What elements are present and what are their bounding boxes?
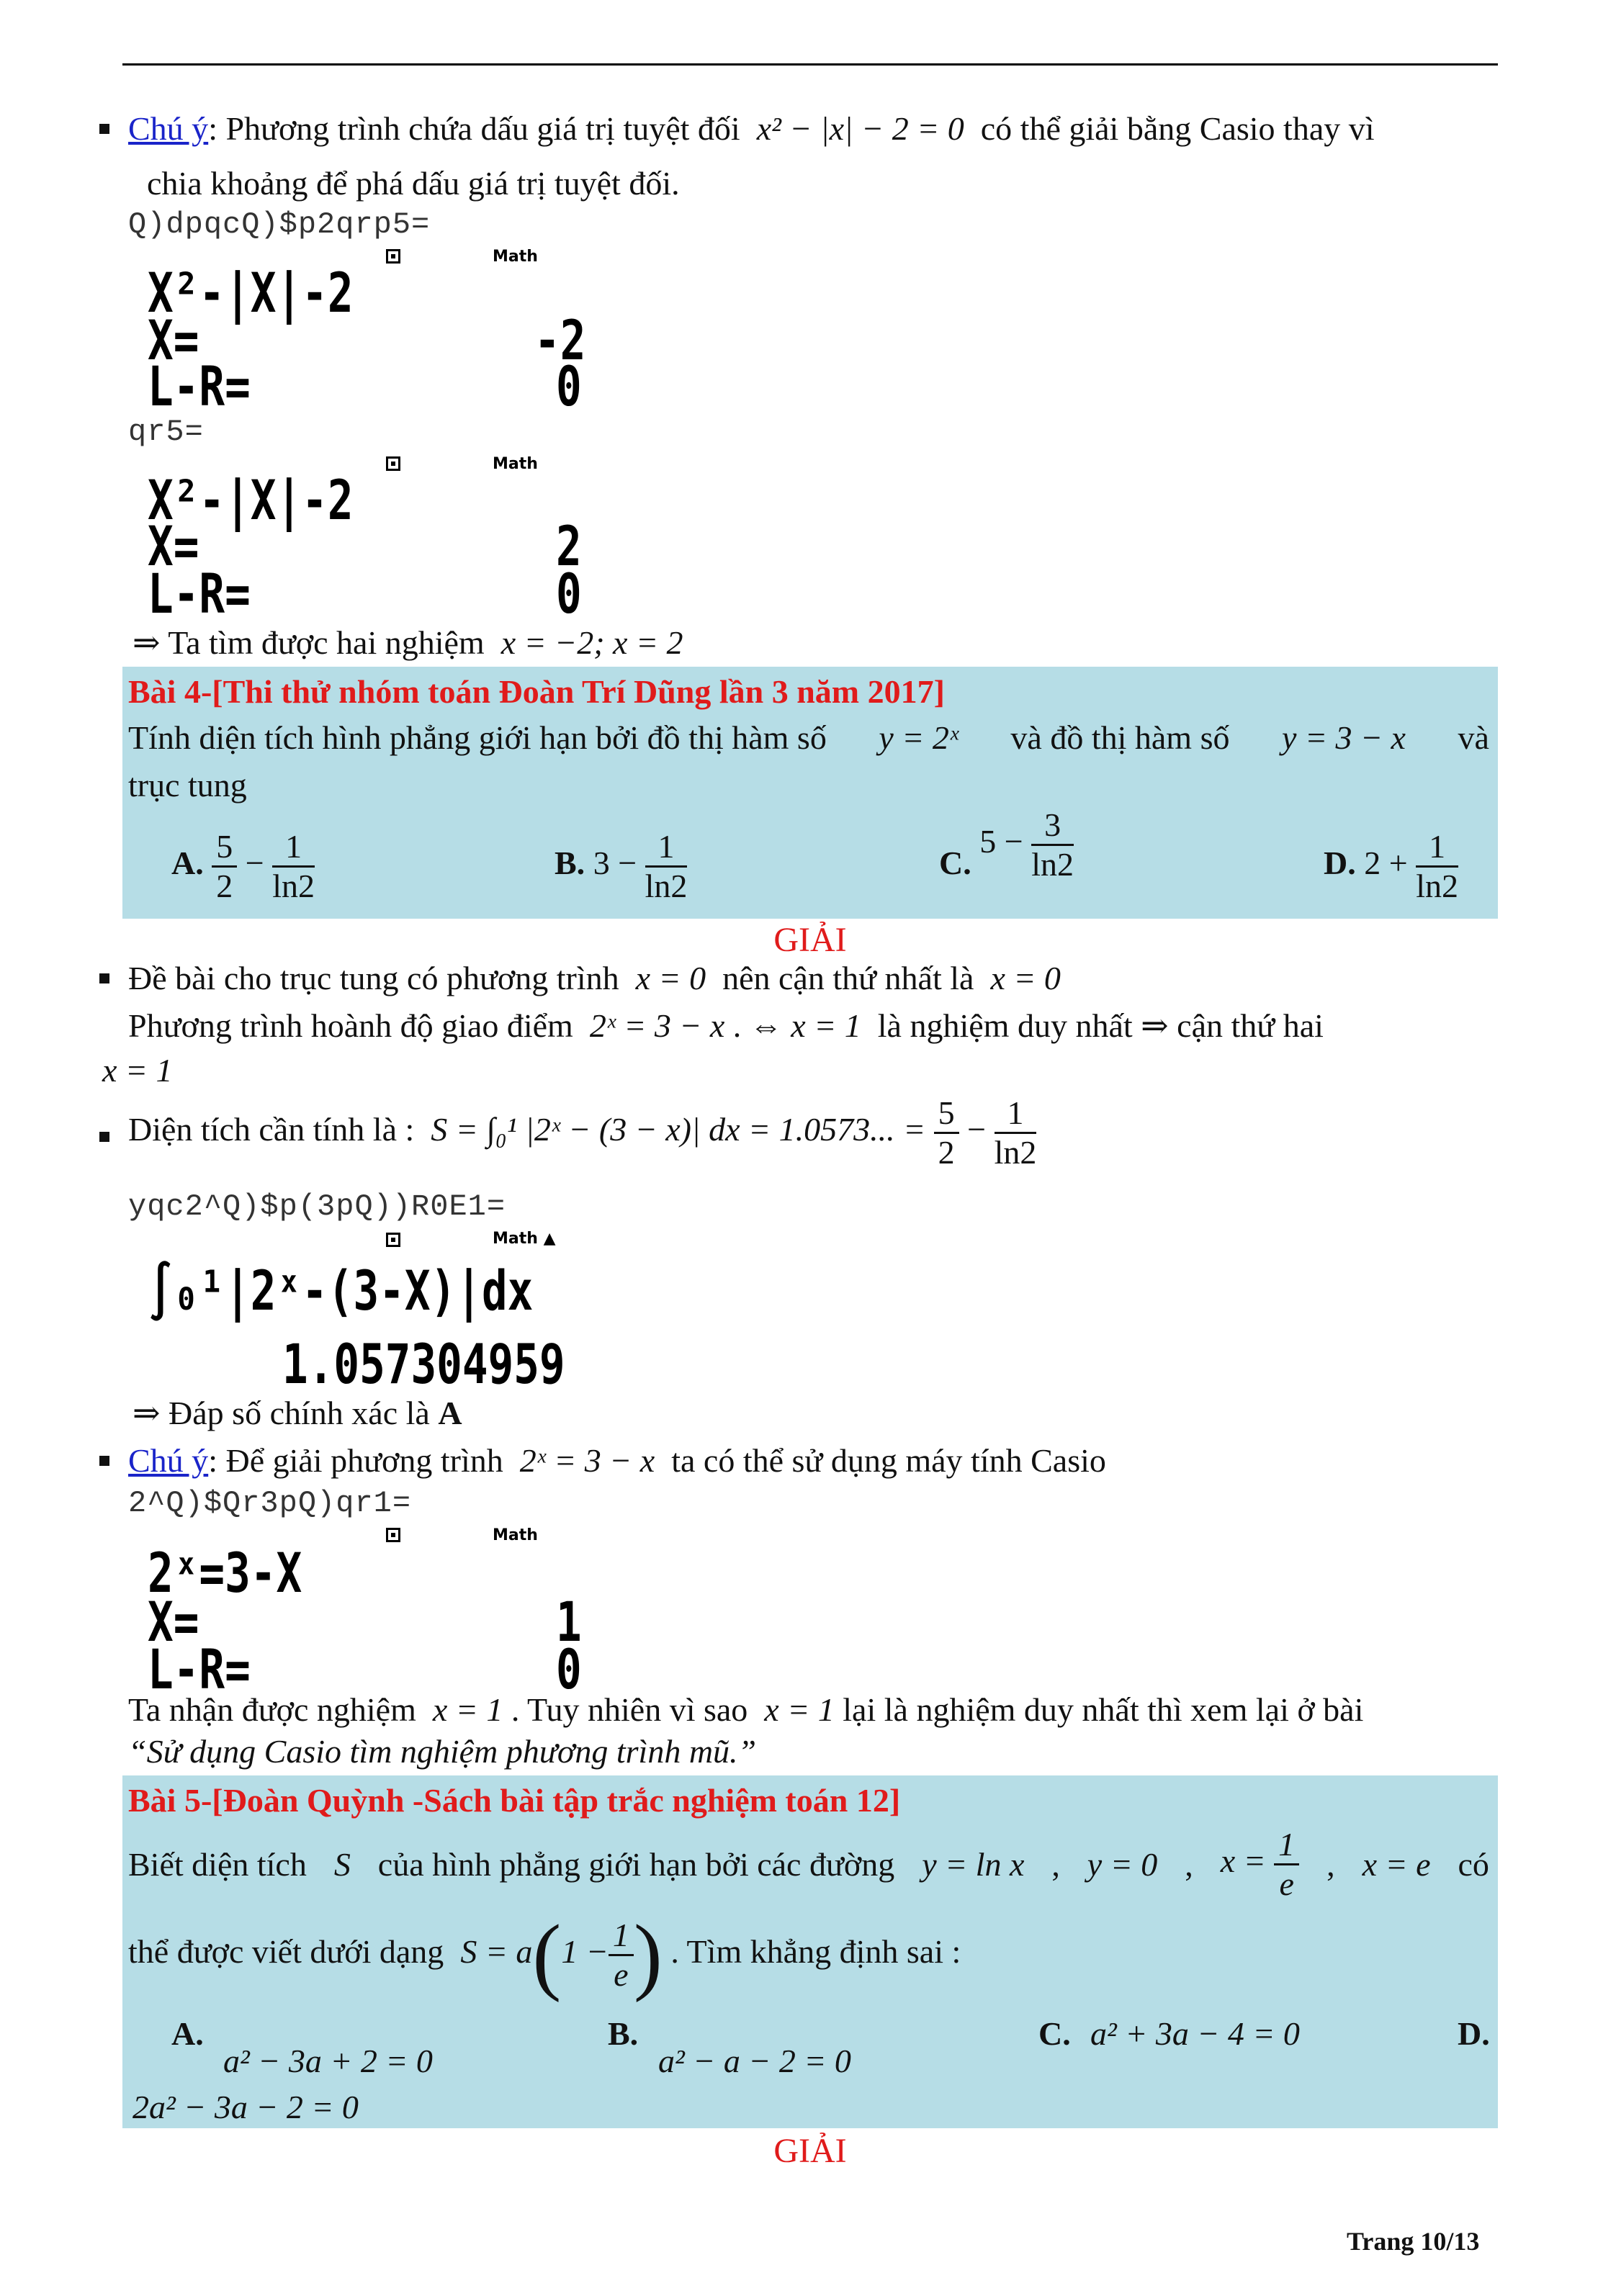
calc1-expr: X²-|X|-2 xyxy=(148,261,354,325)
sol4-eq: x = 1 xyxy=(791,1007,861,1044)
sol4-line3: x = 1 xyxy=(102,1052,173,1089)
option-label: A. xyxy=(171,845,204,882)
para1-eq: x = 1 xyxy=(432,1691,503,1728)
calc2-shift-indicator xyxy=(386,456,400,474)
implies-icon: ⇒ xyxy=(133,624,161,661)
calc4-shift-indicator xyxy=(386,1528,400,1546)
header-rule xyxy=(122,63,1498,66)
bullet xyxy=(99,1132,109,1142)
bai5-text: . Tìm khẳng định sai : xyxy=(670,1933,961,1971)
result2-answer: A xyxy=(438,1395,462,1431)
calc2-lr-value: 0 xyxy=(556,562,582,626)
calc1-lr-label: L-R= xyxy=(148,354,251,418)
giai-heading: GIẢI xyxy=(773,921,847,959)
bai5-text: Biết diện tích xyxy=(128,1845,307,1883)
bullet xyxy=(99,973,109,983)
bai4-option-b[interactable] xyxy=(555,828,687,905)
calc4-lr-value: 0 xyxy=(556,1637,582,1701)
note1-equation: x² − |x| − 2 = 0 xyxy=(756,110,964,147)
bai5-eq: y = ln x xyxy=(922,1845,1025,1883)
bullet xyxy=(99,1456,109,1466)
para1-text: Ta nhận được nghiệm xyxy=(128,1691,416,1728)
calc3-shift-indicator xyxy=(386,1233,400,1251)
option-label: B. xyxy=(555,845,585,882)
bai4-q1: Tính diện tích hình phẳng giới hạn bởi đồ thị hàm số xyxy=(128,719,827,756)
calc2-lr-label: L-R= xyxy=(148,562,251,626)
bai4-option-d[interactable] xyxy=(1324,828,1458,905)
calc2-math-indicator: Math xyxy=(493,455,538,473)
fraction: $\frac{3}{\ln 2}$ xyxy=(1031,806,1074,883)
integral-equation: S = ∫₀¹ |2ˣ − (3 − x)| dx = 1.0573... = xyxy=(431,1111,926,1148)
bai4-title: Bài 4-[Thi thử nhóm toán Đoàn Trí Dũng lần 3 năm 2017] xyxy=(128,673,945,710)
para1-italic: “Sử dụng Casio tìm nghiệm phương trình mũ.” xyxy=(128,1733,757,1770)
sol4-text: Diện tích cần tính là : xyxy=(128,1111,415,1148)
bai5-option-b[interactable]: a² − a − 2 = 0 xyxy=(658,2043,851,2079)
result2-line xyxy=(133,1392,462,1434)
calc1-shift-indicator xyxy=(386,249,400,267)
bai5-option-c[interactable]: a² + 3a − 4 = 0 xyxy=(1090,2015,1300,2052)
bai4-eq1: y = 2ˣ xyxy=(879,719,959,756)
bai5-text: thể được viết dưới dạng xyxy=(128,1933,444,1971)
note1-line2: chia khoảng để phá dấu giá trị tuyệt đối. xyxy=(147,165,680,202)
fraction: $\frac{1}{\ln 2}$ xyxy=(272,828,315,904)
operator: − xyxy=(967,1111,987,1148)
calc3-value: 1.057304959 xyxy=(282,1332,565,1396)
note-label: Chú ý xyxy=(128,1442,209,1479)
calc3-expr: ∫₀¹|2ˣ-(3-X)|dx xyxy=(148,1259,534,1323)
bai5-option-a[interactable]: a² − 3a + 2 = 0 xyxy=(223,2043,433,2079)
calc4-x-value: 1 xyxy=(556,1590,582,1654)
operator: − xyxy=(245,845,264,882)
result2-text: Đáp số chính xác là xyxy=(169,1395,430,1431)
fraction: $\frac{1}{\ln 2}$ xyxy=(645,828,688,904)
calc4-expr: 2ˣ=3-X xyxy=(148,1541,302,1605)
page-number: Trang 10/13 xyxy=(1347,2227,1480,2256)
calc1-math-indicator: Math xyxy=(493,248,538,266)
bai5-eq: y = 0 xyxy=(1087,1845,1158,1883)
bai5-form: S = a xyxy=(460,1933,533,1971)
bai5-option-a-label[interactable]: A. xyxy=(171,2015,204,2052)
fraction: $\frac{1}{\ln 2}$ xyxy=(994,1094,1037,1171)
bai4-eq2: y = 3 − x xyxy=(1282,719,1406,756)
result1-equation: x = −2; x = 2 xyxy=(500,624,683,661)
option-pre: 5 − xyxy=(979,823,1023,860)
bai5-option-d[interactable]: 2a² − 3a − 2 = 0 xyxy=(133,2089,359,2125)
note2-equation: 2ˣ = 3 − x xyxy=(519,1442,655,1479)
para1-text: . Tuy nhiên vì sao xyxy=(511,1691,748,1728)
bai4-question-line2: trục tung xyxy=(128,767,247,803)
para1-line1 xyxy=(128,1689,1363,1731)
option-label: C. xyxy=(939,845,971,882)
bai5-var: S xyxy=(333,1845,351,1883)
bai5-question-line1: Biết diện tích S của hình phẳng giới hạn bởi các đường y = ln x , y = 0 , x = $\frac{1}{e}$ , x = e có xyxy=(128,1826,1489,1902)
sol4-text: . ⇔ xyxy=(732,1007,783,1044)
calc1-x-value: -2 xyxy=(534,308,586,372)
bai4-q2: và đồ thị hàm số xyxy=(1010,719,1230,756)
note2-text: : Để giải phương trình xyxy=(208,1442,503,1479)
note1-text-after: có thể giải bằng Casio thay vì xyxy=(980,110,1375,147)
note2-text2: ta có thể sử dụng máy tính Casio xyxy=(671,1442,1106,1479)
option-pre: 3 − xyxy=(593,845,637,882)
bai4-option-c[interactable] xyxy=(939,806,1074,883)
result1-line xyxy=(133,622,683,664)
note-label: Chú ý xyxy=(128,110,209,147)
bai5-eq: x = e xyxy=(1362,1845,1431,1883)
bai4-option-a[interactable] xyxy=(171,828,315,905)
para1-text: lại là nghiệm duy nhất thì xem lại ở bài xyxy=(843,1691,1364,1728)
sol4-line2 xyxy=(128,1005,1324,1047)
fraction: $\frac{5}{2}$ xyxy=(212,828,237,905)
sol4-eq: 2ˣ = 3 − x xyxy=(589,1007,725,1044)
calc3-keys: yqc2^Q)$p(3pQ))R0E1= xyxy=(128,1189,506,1224)
sol4-eq: x = 0 xyxy=(990,960,1061,996)
sol4-line1 xyxy=(128,958,1061,999)
calc2-x-label: X= xyxy=(148,514,199,578)
calc2-keys: qr5= xyxy=(128,415,204,449)
note1-line1 xyxy=(128,108,1375,150)
calc1-keys: Q)dpqcQ)$p2qrp5= xyxy=(128,207,431,242)
bai5-text: có xyxy=(1458,1845,1489,1883)
fraction: $\frac{1}{\ln 2}$ xyxy=(1416,828,1458,904)
bai5-eq: x = $\frac{1}{e}$ xyxy=(1221,1826,1299,1903)
bai5-text: của hình phẳng giới hạn bởi các đường xyxy=(377,1845,895,1883)
sol4-text: Đề bài cho trục tung có phương trình xyxy=(128,960,619,996)
calc3-math-indicator: Math ▲ xyxy=(493,1230,556,1248)
fraction: $\frac{1}{e}$ xyxy=(609,1917,634,1994)
implies-icon: ⇒ xyxy=(133,1395,161,1431)
bai5-title: Bài 5-[Đoàn Quỳnh -Sách bài tập trắc nghiệm toán 12] xyxy=(128,1782,901,1819)
calc4-math-indicator: Math xyxy=(493,1526,538,1544)
bai5-question-line2: thể được viết dưới dạng S = a(1 − $\frac{1}{e}$ ) . Tìm khẳng định sai : xyxy=(128,1906,961,2003)
bai4-question-line1 xyxy=(128,717,1489,759)
option-pre: 2 + xyxy=(1364,845,1408,882)
calc1-lr-value: 0 xyxy=(556,354,582,418)
para1-eq: x = 1 xyxy=(764,1691,835,1728)
note1-text: : Phương trình chứa dấu giá trị tuyệt đối xyxy=(208,110,740,147)
option-label: D. xyxy=(1324,845,1356,882)
calc2-expr: X²-|X|-2 xyxy=(148,468,354,532)
sol4-text: nên cận thứ nhất là xyxy=(722,960,974,996)
fraction: $\frac{5}{2}$ xyxy=(934,1094,959,1171)
calc4-lr-label: L-R= xyxy=(148,1637,251,1701)
sol4-text: là nghiệm duy nhất ⇒ cận thứ hai xyxy=(877,1007,1324,1044)
calc4-x-label: X= xyxy=(148,1590,199,1654)
bai4-q3: và xyxy=(1458,719,1489,756)
bullet xyxy=(99,124,109,134)
note2-line xyxy=(128,1440,1106,1482)
bai5-option-c-label[interactable]: C. xyxy=(1038,2015,1071,2052)
bai5-option-b-label[interactable]: B. xyxy=(608,2015,639,2052)
sol4-text: Phương trình hoành độ giao điểm xyxy=(128,1007,573,1044)
calc2-x-value: 2 xyxy=(556,514,582,578)
result1-text: Ta tìm được hai nghiệm xyxy=(168,624,485,661)
sol4-line4 xyxy=(128,1094,1036,1171)
sol4-eq: x = 0 xyxy=(635,960,706,996)
bai5-option-d-label[interactable]: D. xyxy=(1458,2015,1490,2052)
calc1-x-label: X= xyxy=(148,308,199,372)
giai-heading: GIẢI xyxy=(773,2132,847,2170)
calc4-keys: 2^Q)$Qr3pQ)qr1= xyxy=(128,1486,412,1521)
